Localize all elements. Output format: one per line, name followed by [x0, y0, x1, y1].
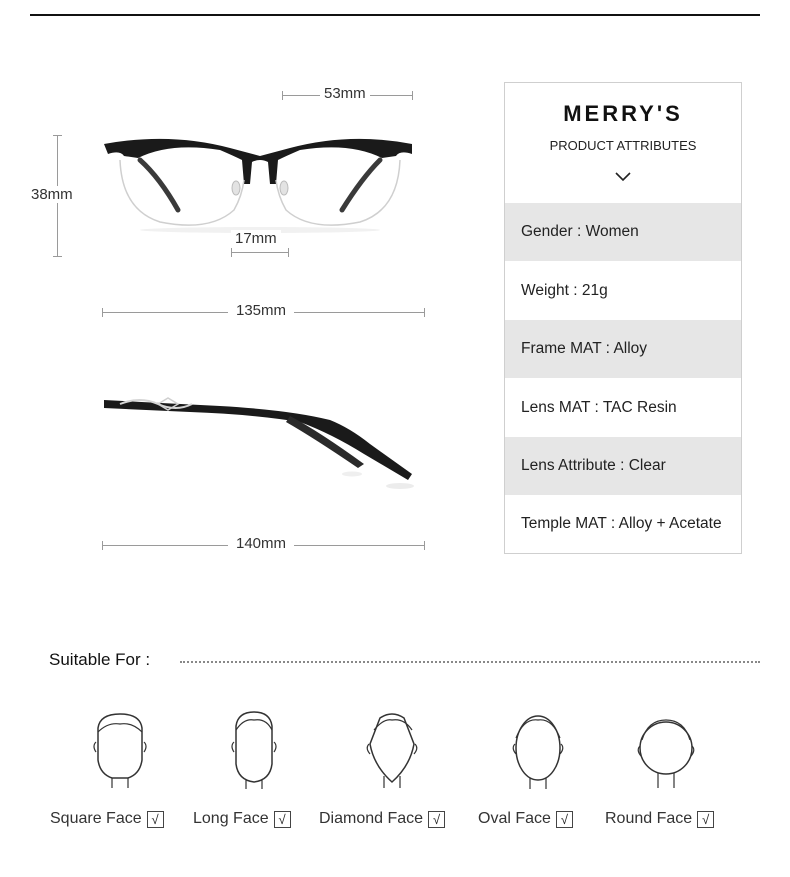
attribute-row-gender: Gender : Women	[505, 203, 741, 261]
checkbox-icon: √	[274, 811, 291, 828]
attribute-row-lens-attribute: Lens Attribute : Clear	[505, 437, 741, 495]
frame-width-label: 135mm	[228, 302, 294, 319]
temple-length-tick-left	[102, 541, 103, 550]
lens-height-tick-top	[53, 135, 62, 136]
square-face-icon	[88, 708, 152, 790]
face-label-long: Long Face	[193, 810, 269, 827]
temple-length-tick-right	[424, 541, 425, 550]
frame-width-tick-left	[102, 308, 103, 317]
lens-height-label: 38mm	[27, 186, 77, 203]
bridge-line	[231, 252, 289, 253]
long-face-icon	[222, 708, 286, 790]
lens-width-tick-right	[412, 91, 413, 100]
round-face-icon	[634, 708, 698, 790]
face-option-long	[193, 810, 291, 828]
face-option-oval	[478, 810, 573, 828]
face-label-diamond: Diamond Face	[319, 810, 424, 827]
oval-face-icon	[506, 708, 570, 790]
suitable-for-label: Suitable For :	[49, 650, 151, 669]
product-attributes-panel	[504, 82, 742, 554]
checkbox-icon: √	[147, 811, 164, 828]
glasses-side-view	[100, 392, 420, 492]
attribute-row-frame-material: Frame MAT : Alloy	[505, 320, 741, 378]
bridge-label: 17mm	[231, 230, 281, 247]
face-label-round: Round Face	[605, 810, 693, 827]
face-label-oval: Oval Face	[478, 810, 551, 827]
attributes-heading: PRODUCT ATTRIBUTES	[549, 138, 697, 153]
lens-width-tick-left	[282, 91, 283, 100]
dotted-divider	[180, 661, 760, 663]
attribute-row-temple-material: Temple MAT : Alloy + Acetate	[521, 515, 722, 532]
lens-height-tick-bottom	[53, 256, 62, 257]
checkbox-icon: √	[697, 811, 714, 828]
top-divider	[30, 14, 760, 16]
lens-width-label: 53mm	[320, 85, 370, 102]
face-option-square	[50, 810, 164, 828]
checkbox-icon: √	[428, 811, 445, 828]
brand-logo: MERRY'S	[563, 101, 683, 126]
temple-length-label: 140mm	[228, 535, 294, 552]
face-option-diamond	[319, 810, 445, 828]
frame-width-tick-right	[424, 308, 425, 317]
bridge-tick-left	[231, 248, 232, 257]
chevron-down-icon	[614, 171, 632, 183]
checkbox-icon: √	[556, 811, 573, 828]
attribute-row-lens-material: Lens MAT : TAC Resin	[521, 399, 677, 416]
bridge-tick-right	[288, 248, 289, 257]
face-option-round	[605, 810, 714, 828]
attribute-row-weight: Weight : 21g	[521, 282, 608, 299]
diamond-face-icon	[360, 708, 424, 790]
glasses-front-view	[100, 130, 420, 235]
face-label-square: Square Face	[50, 810, 142, 827]
